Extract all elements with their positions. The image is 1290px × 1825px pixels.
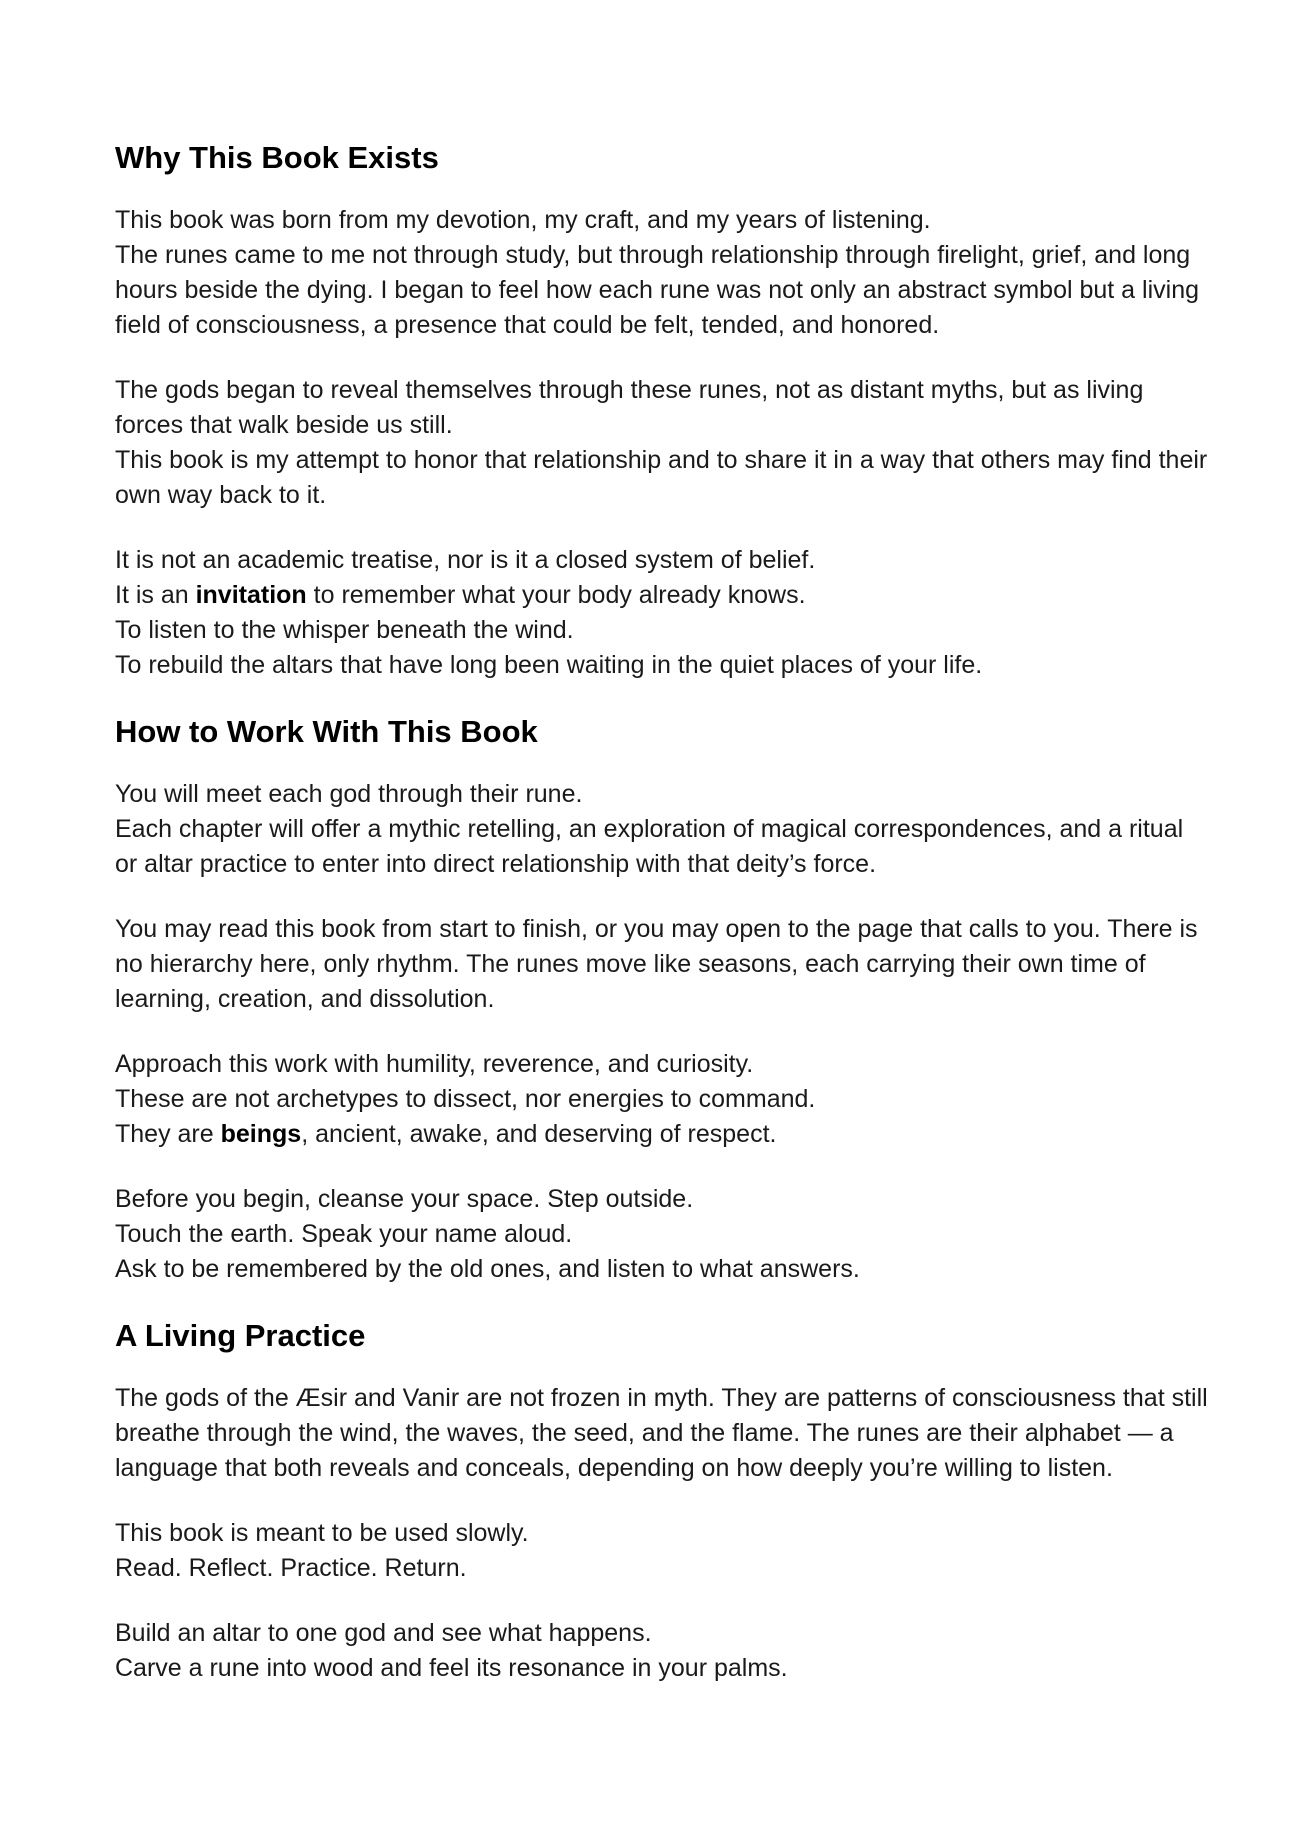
section-why-this-book-exists xyxy=(115,139,1210,683)
text-line: You will meet each god through their rune. xyxy=(115,780,583,808)
paragraph xyxy=(115,373,1210,513)
text-line: The runes came to me not through study, but through relationship through firelight, grief, and long hours beside the dying. I began to feel how each rune was not only an abstract symbol but a living field of consciousness, a presence that could be felt, tended, and honored. xyxy=(115,241,1199,339)
paragraph xyxy=(115,777,1210,882)
paragraph xyxy=(115,1516,1210,1586)
text-line: Each chapter will offer a mythic retelling, an exploration of magical correspondences, and a ritual or altar practice to enter into direct relationship with that deity’s force. xyxy=(115,815,1184,878)
section-heading: Why This Book Exists xyxy=(115,140,439,175)
paragraph xyxy=(115,1047,1210,1152)
section-heading: How to Work With This Book xyxy=(115,714,538,749)
text-line: Approach this work with humility, reverence, and curiosity. xyxy=(115,1050,754,1078)
text-line: You may read this book from start to finish, or you may open to the page that calls to you. There is no hierarchy here, only rhythm. The runes move like seasons, each carrying their own time of learning, creation, and dissolution. xyxy=(115,915,1198,1013)
text-line: Touch the earth. Speak your name aloud. xyxy=(115,1220,573,1248)
text-line: Build an altar to one god and see what happens. xyxy=(115,1619,652,1647)
text-line: This book is meant to be used slowly. xyxy=(115,1519,529,1547)
section-how-to-work-with-this-book xyxy=(115,713,1210,1287)
text-line: These are not archetypes to dissect, nor energies to command. xyxy=(115,1085,816,1113)
paragraph xyxy=(115,912,1210,1017)
section-a-living-practice xyxy=(115,1317,1210,1686)
emphasis-invitation: invitation xyxy=(195,581,307,609)
text-line: This book is my attempt to honor that relationship and to share it in a way that others may find their own way back to it. xyxy=(115,446,1208,509)
paragraph xyxy=(115,1182,1210,1287)
section-heading: A Living Practice xyxy=(115,1318,366,1353)
paragraph xyxy=(115,543,1210,683)
paragraph xyxy=(115,1381,1210,1486)
emphasis-beings: beings xyxy=(220,1120,302,1148)
text-line: The gods of the Æsir and Vanir are not frozen in myth. They are patterns of consciousness that still breathe through the wind, the waves, the seed, and the flame. The runes are their alphabet — a language that both reveals and conceals, depending on how deeply you’re willing to listen. xyxy=(115,1384,1208,1482)
text-line: Read. Reflect. Practice. Return. xyxy=(115,1554,467,1582)
text-line: This book was born from my devotion, my craft, and my years of listening. xyxy=(115,206,931,234)
text-line: Carve a rune into wood and feel its resonance in your palms. xyxy=(115,1654,788,1682)
text-line: Before you begin, cleanse your space. Step outside. xyxy=(115,1185,694,1213)
text-line: Ask to be remembered by the old ones, and listen to what answers. xyxy=(115,1255,860,1283)
text-line: The gods began to reveal themselves through these runes, not as distant myths, but as living forces that walk beside us still. xyxy=(115,376,1144,439)
text-line: It is not an academic treatise, nor is it a closed system of belief. xyxy=(115,546,816,574)
text-line: They are beings, ancient, awake, and deserving of respect. xyxy=(115,1120,777,1148)
paragraph xyxy=(115,1616,1210,1686)
paragraph xyxy=(115,203,1210,343)
text-line: To rebuild the altars that have long been waiting in the quiet places of your life. xyxy=(115,651,983,679)
text-line: To listen to the whisper beneath the wind. xyxy=(115,616,574,644)
text-line: It is an invitation to remember what your body already knows. xyxy=(115,581,806,609)
